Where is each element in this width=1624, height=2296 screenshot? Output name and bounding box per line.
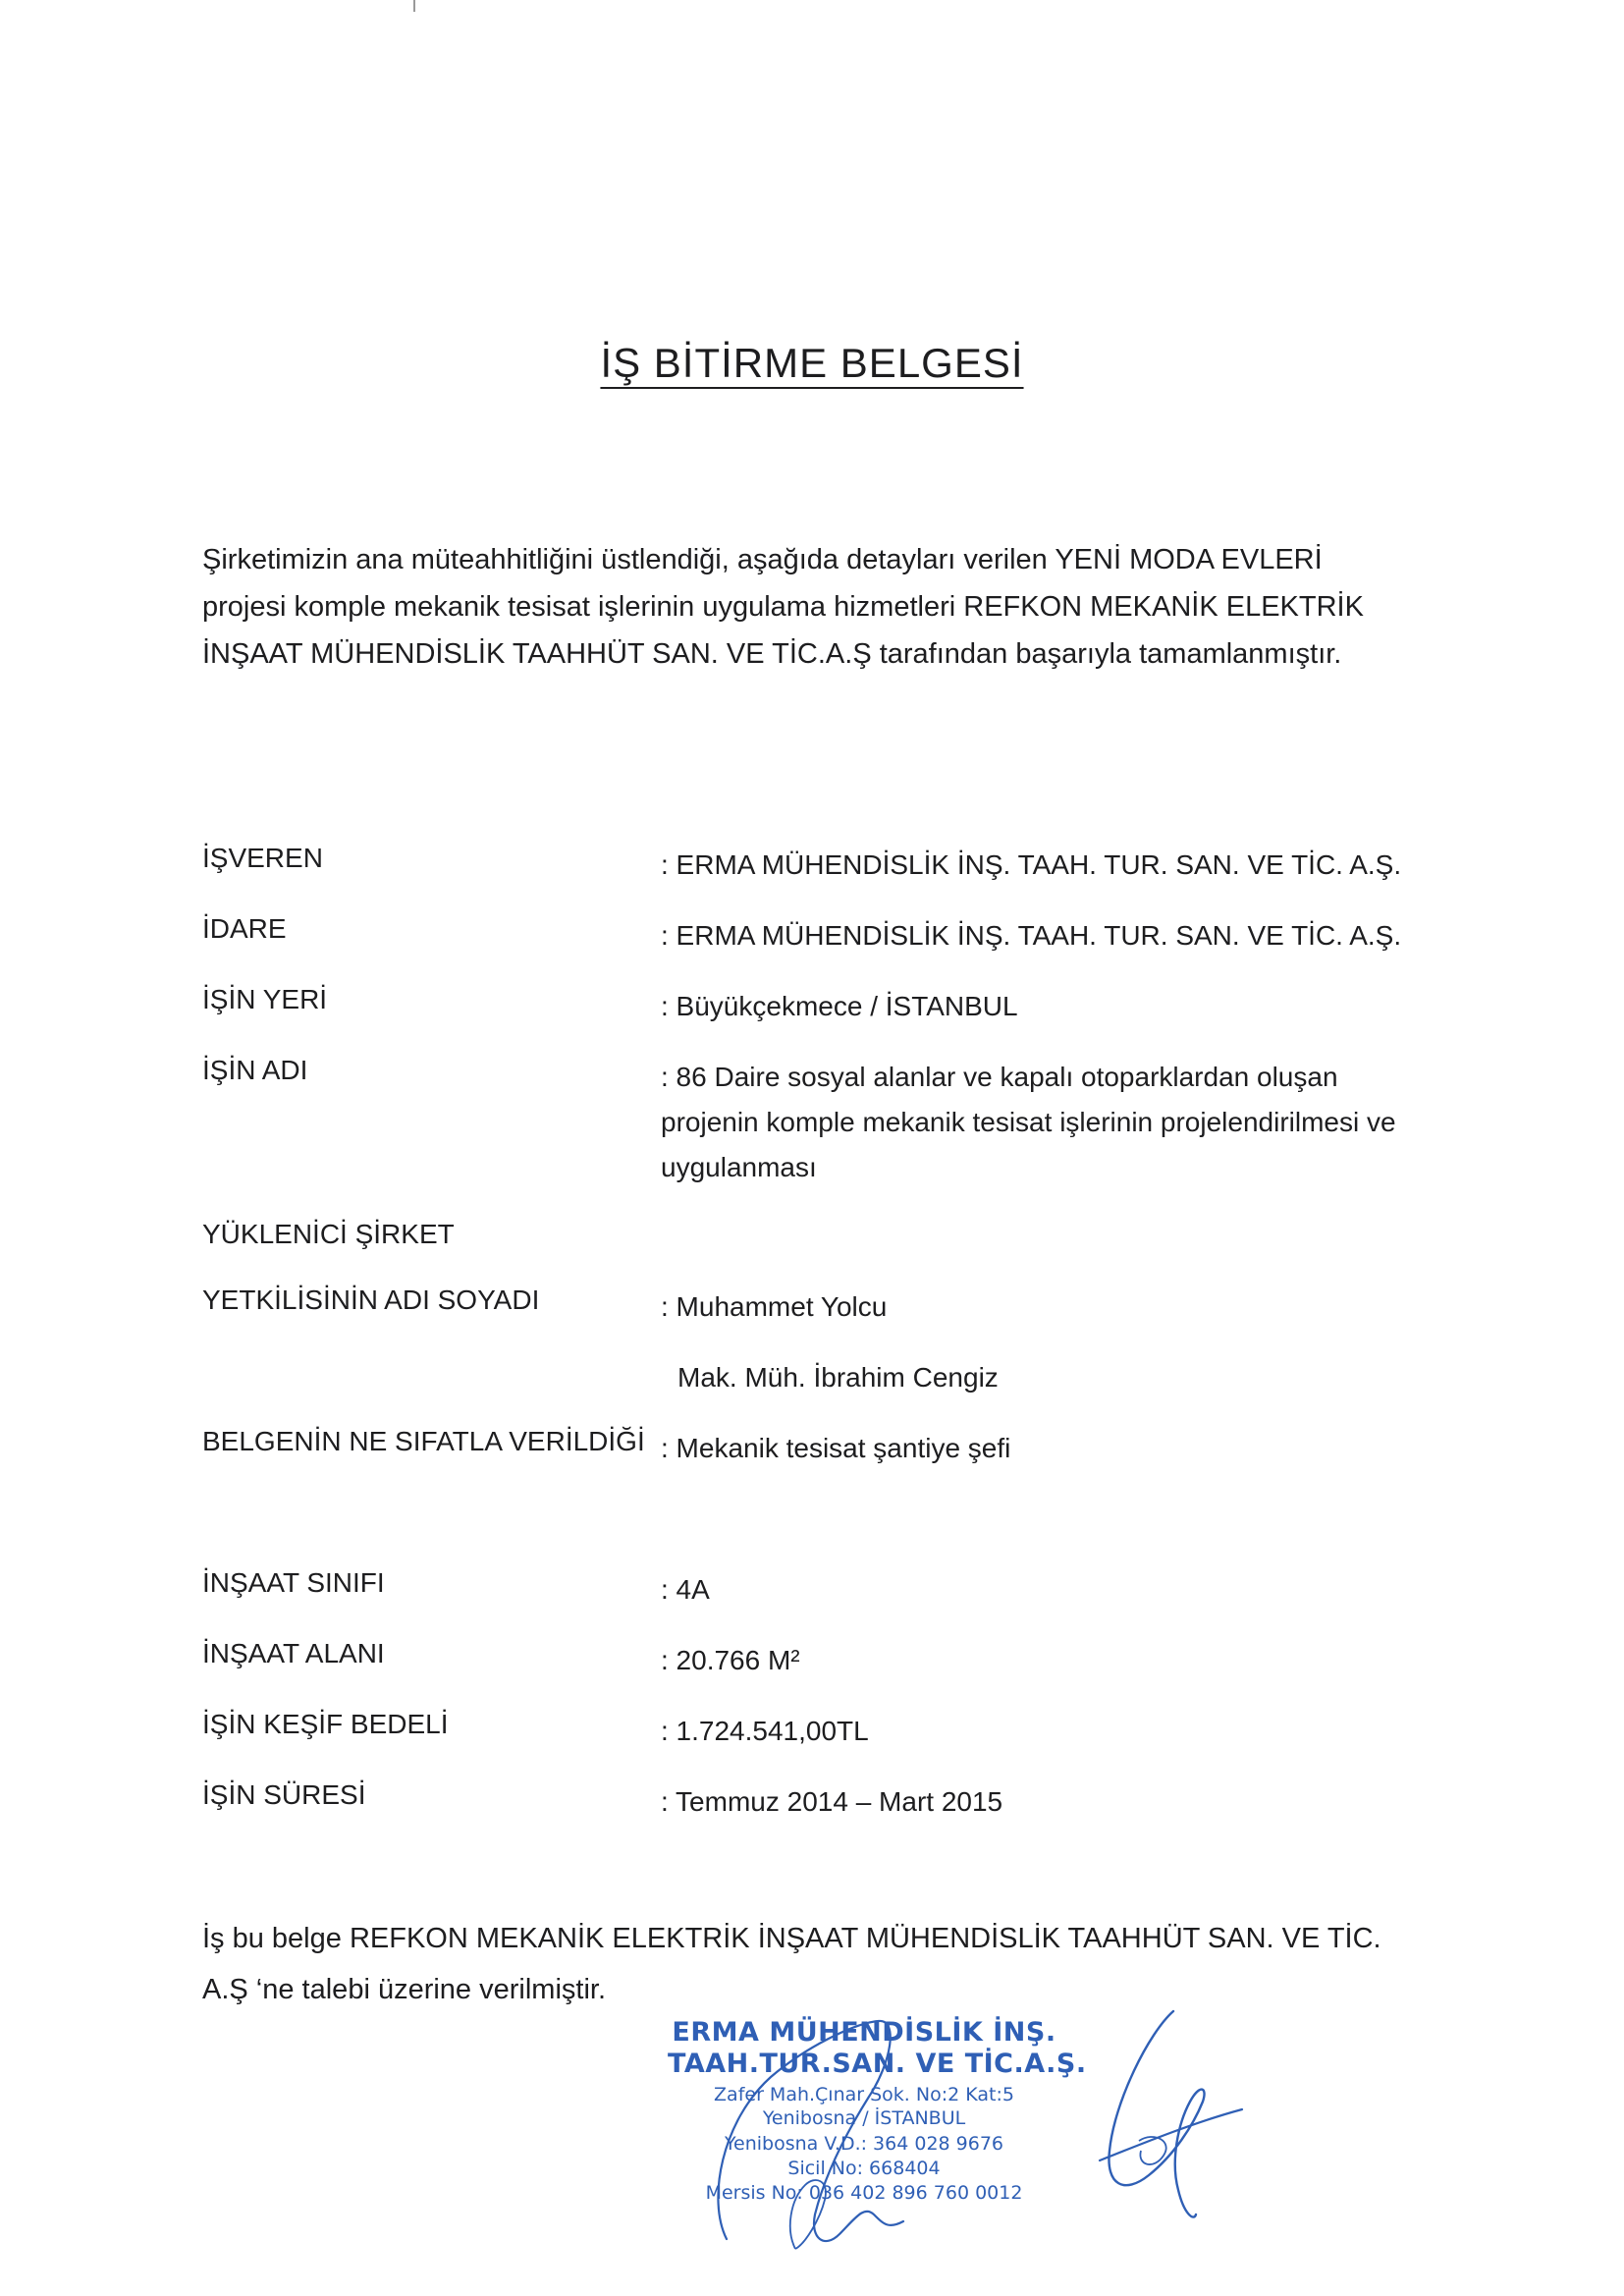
field-value: : 4A — [661, 1574, 710, 1605]
field-label: BELGENİN NE SIFATLA VERİLDİĞİ — [202, 1426, 645, 1456]
field-label: İŞİN KEŞİF BEDELİ — [202, 1709, 449, 1739]
company-stamp — [668, 2003, 1087, 2264]
field-value: : 1.724.541,00TL — [661, 1716, 869, 1746]
field-label: İŞVEREN — [202, 843, 323, 873]
field-value: : ERMA MÜHENDİSLİK İNŞ. TAAH. TUR. SAN. VE TİC. A.Ş. — [661, 849, 1402, 880]
document-title: İŞ BİTİRME BELGESİ — [600, 340, 1024, 386]
stamp-line: Sicil No: 668404 — [787, 2158, 941, 2179]
field-value: : 20.766 M² — [661, 1645, 800, 1675]
scan-mark — [413, 0, 415, 12]
field-label: İNŞAAT SINIFI — [202, 1567, 385, 1598]
field-value: Mak. Müh. İbrahim Cengiz — [677, 1362, 999, 1393]
field-label: İŞİN ADI — [202, 1055, 308, 1085]
stamp-line: ERMA MÜHENDİSLİK İNŞ. — [672, 2017, 1056, 2048]
intro-paragraph: Şirketimizin ana müteahhitliğini üstlendiği, aşağıda detayları verilen YENİ MODA EVLERİ projesi komple mekanik tesisat işlerinin uygulama hizmetleri REFKON MEKANİK ELEKTRİK İNŞAAT MÜHENDİSLİK TAAHHÜT SAN. VE TİC.A.Ş tarafından başarıyla tamamlanmıştır. — [202, 544, 1364, 670]
field-value: : Büyükçekmece / İSTANBUL — [661, 991, 1018, 1021]
field-value: : Muhammet Yolcu — [661, 1291, 888, 1322]
field-value: : Temmuz 2014 – Mart 2015 — [661, 1786, 1003, 1817]
field-label: İNŞAAT ALANI — [202, 1638, 385, 1668]
field-label: İŞİN SÜRESİ — [202, 1779, 366, 1810]
field-value: : ERMA MÜHENDİSLİK İNŞ. TAAH. TUR. SAN. VE TİC. A.Ş. — [661, 920, 1402, 951]
handwritten-signature-icon — [1080, 1994, 1247, 2229]
field-label: İDARE — [202, 913, 287, 944]
stamp-line: Mersis No: 036 402 896 760 0012 — [705, 2182, 1023, 2204]
field-label: YETKİLİSİNİN ADI SOYADI — [202, 1285, 540, 1315]
stamp-line: Zafer Mah.Çınar Sok. No:2 Kat:5 — [714, 2084, 1014, 2105]
signature — [1080, 1994, 1247, 2229]
stamp-line: Yenibosna V.D.: 364 028 9676 — [724, 2133, 1004, 2155]
field-label: İŞİN YERİ — [202, 984, 328, 1014]
stamp-line: TAAH.TUR.SAN. VE TİC.A.Ş. — [668, 2049, 1087, 2079]
field-value: : 86 Daire sosyal alanlar ve kapalı otoparklardan oluşan projenin komple mekanik tesisat işlerinin projelendirilmesi ve uygulanması — [661, 1062, 1396, 1182]
field-value: : Mekanik tesisat şantiye şefi — [661, 1433, 1011, 1463]
stamp-line: Yenibosna / İSTANBUL — [762, 2107, 966, 2129]
closing-paragraph: İş bu belge REFKON MEKANİK ELEKTRİK İNŞAAT MÜHENDİSLİK TAAHHÜT SAN. VE TİC. A.Ş ‘ne talebi üzerine verilmiştir. — [202, 1923, 1381, 2005]
field-label: YÜKLENİCİ ŞİRKET — [202, 1219, 455, 1249]
